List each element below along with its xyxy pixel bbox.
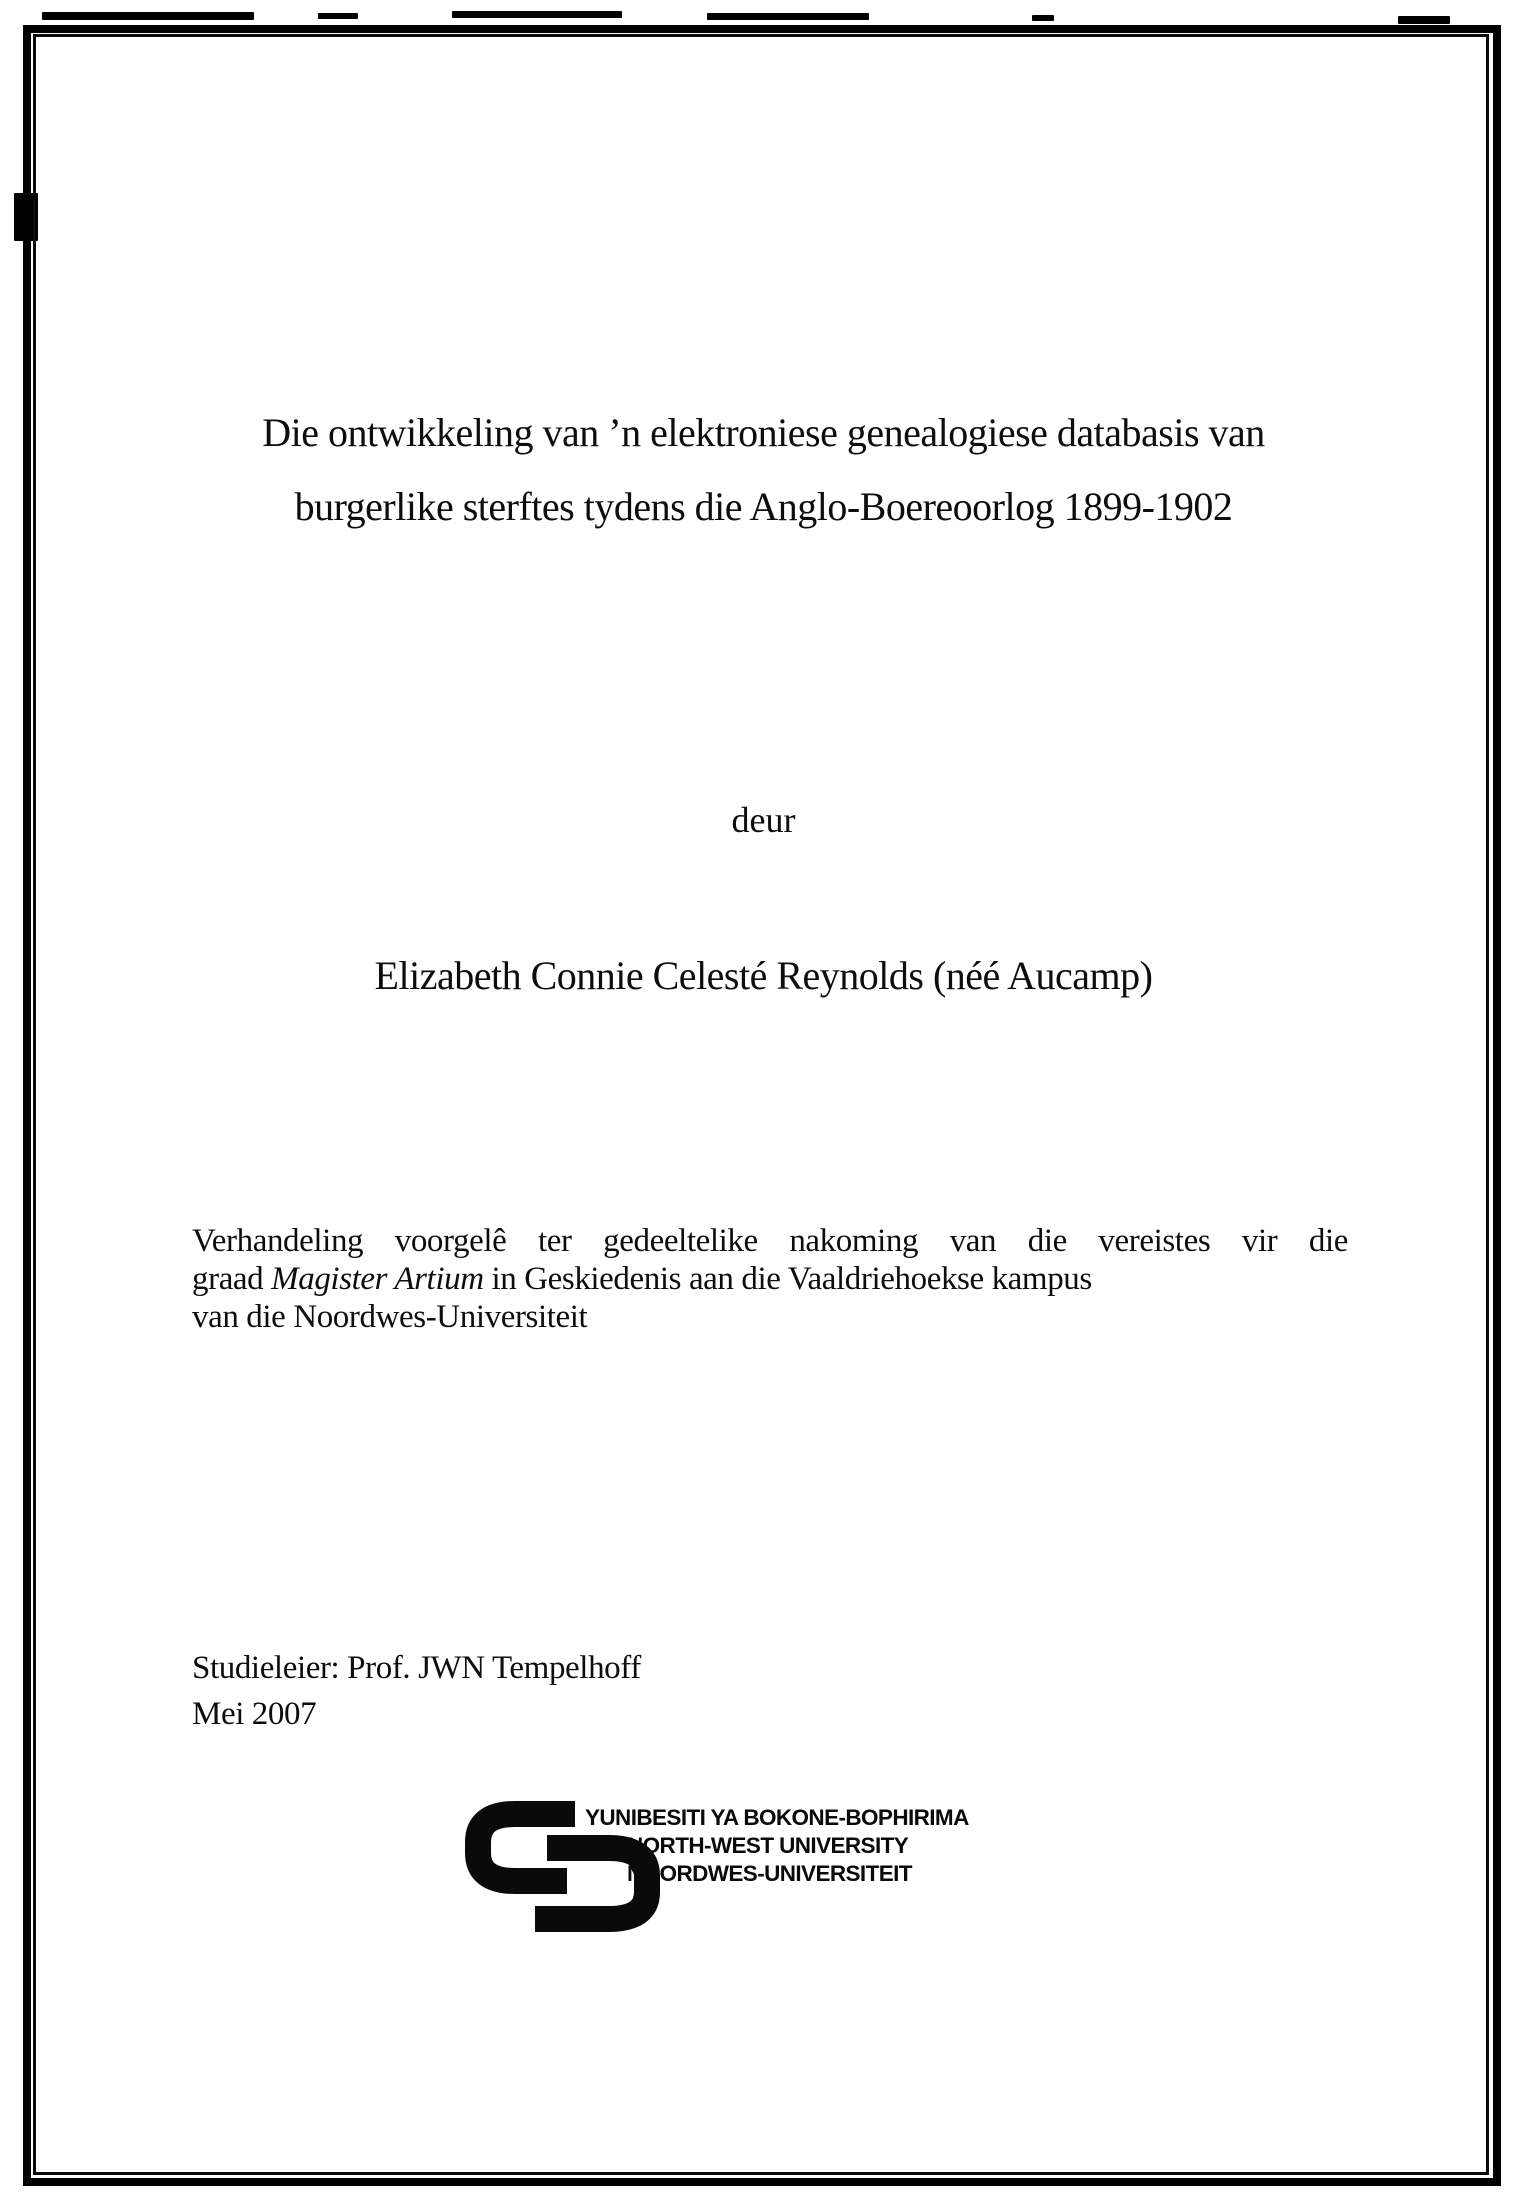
scan-artifact xyxy=(1398,16,1450,24)
thesis-title-line-2: burgerlike sterftes tydens die Anglo-Boereoorlog 1899-1902 xyxy=(294,484,1233,529)
thesis-title-line-1: Die ontwikkeling van ’n elektroniese genealogiese databasis van xyxy=(262,410,1265,455)
byline-label: deur xyxy=(731,800,796,840)
university-logo xyxy=(463,1798,1103,1938)
degree-statement xyxy=(192,1222,1348,1336)
degree-statement-line-2-prefix: graad xyxy=(192,1261,272,1297)
scan-artifact xyxy=(42,12,254,20)
university-logo-text xyxy=(585,1804,969,1888)
scan-artifact xyxy=(1032,15,1054,21)
scan-artifact xyxy=(452,11,622,18)
author-name: Elizabeth Connie Celesté Reynolds (néé Aucamp) xyxy=(374,953,1153,998)
logo-text-english: NORTH-WEST UNIVERSITY xyxy=(627,1833,909,1858)
logo-text-afrikaans: NOORDWES-UNIVERSITEIT xyxy=(627,1861,912,1886)
supervisor-line: Studieleier: Prof. JWN Tempelhoff xyxy=(192,1650,641,1686)
degree-statement-line-3: van die Noordwes-Universiteit xyxy=(192,1299,588,1335)
degree-statement-line-1: Verhandeling voorgelê ter gedeeltelike nakoming van die vereistes vir die xyxy=(192,1223,1348,1259)
date-line: Mei 2007 xyxy=(192,1696,317,1732)
scan-artifact xyxy=(318,13,358,19)
degree-statement-line-2-suffix: in Geskiedenis aan die Vaaldriehoekse kampus xyxy=(483,1261,1092,1297)
thesis-title xyxy=(0,396,1527,544)
scan-artifact xyxy=(707,13,869,20)
supervisor-and-date xyxy=(192,1645,641,1737)
logo-text-setswana: YUNIBESITI YA BOKONE-BOPHIRIMA xyxy=(585,1805,969,1830)
degree-name-italic: Magister Artium xyxy=(271,1261,484,1297)
degree-statement-line-2 xyxy=(192,1260,1348,1298)
